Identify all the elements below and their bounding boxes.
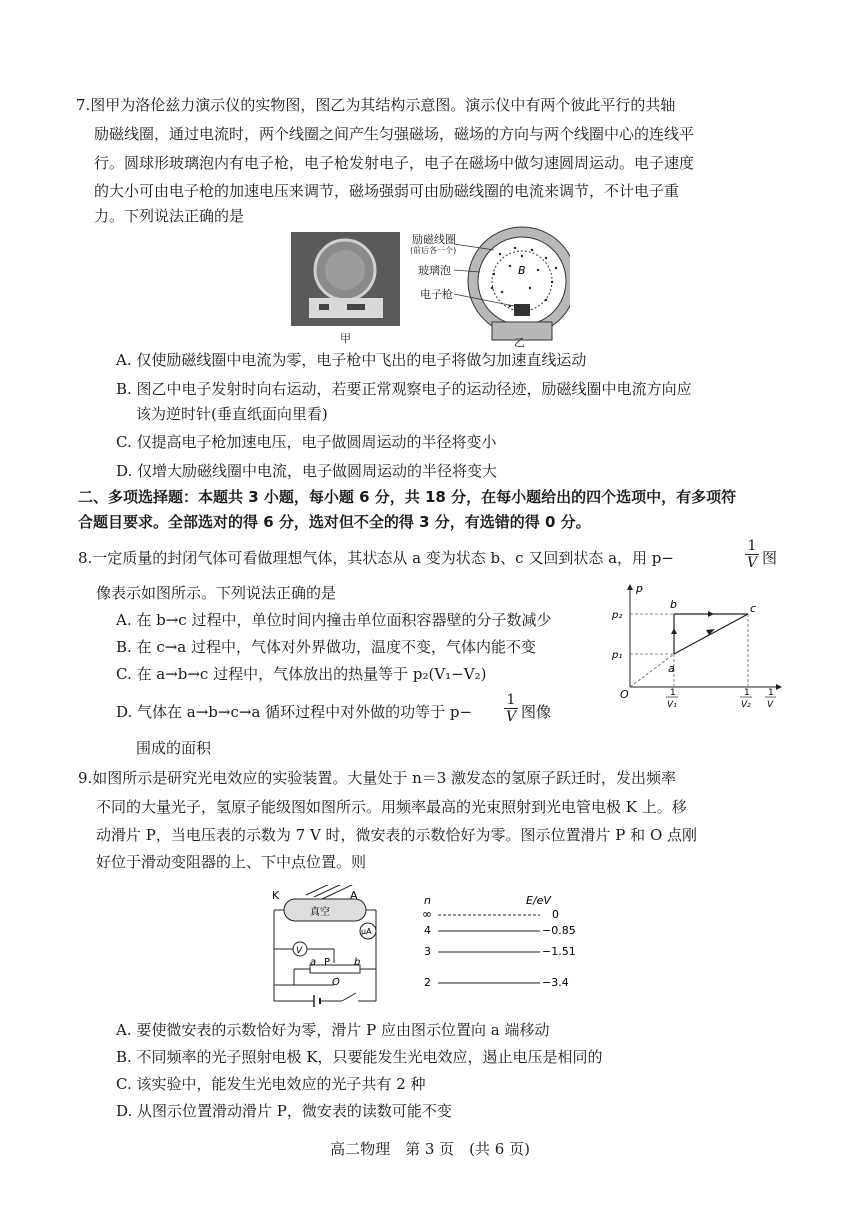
q9-option-c: C. 该实验中，能发生光电效应的光子共有 2 种 [116, 1075, 426, 1093]
q8-line-1: 8.一定质量的封闭气体可看做理想气体，其状态从 a 变为状态 b、c 又回到状态 a，用 p− [78, 549, 674, 567]
q7-line-3: 行。圆球形玻璃泡内有电子枪，电子枪发射电子，电子在磁场中做匀速圆周运动。电子速度 [94, 154, 695, 172]
q9-line-3: 动滑片 P，当电压表的示数为 7 V 时，微安表的示数恰好为零。图示位置滑片 P 和 O 点刚 [96, 826, 698, 844]
circuit-a: a [310, 957, 317, 968]
q7-option-c: C. 仅提高电子枪加速电压，电子做圆周运动的半径将变小 [116, 433, 497, 451]
graph-point-a: a [668, 662, 675, 675]
q8-option-c: C. 在 a→b→c 过程中，气体放出的热量等于 p₂(V₁−V₂) [116, 665, 487, 683]
q8-option-d-fraction [504, 692, 518, 725]
q7-option-a: A. 仅使励磁线圈中电流为零，电子枪中飞出的电子将做匀加速直线运动 [116, 351, 587, 369]
label-bulb: 玻璃泡 [418, 264, 451, 277]
graph-point-b: b [670, 598, 677, 611]
q9-line-1: 9.如图所示是研究光电效应的实验装置。大量处于 n＝3 激发态的氢原子跃迁时，发出频率 [78, 769, 677, 787]
apparatus-photo-illustration [291, 232, 400, 326]
q9-line-2: 不同的大量光子，氢原子能级图如图所示。用频率最高的光束照射到光电管电极 K 上。移 [96, 798, 687, 816]
level-E-2: −3.4 [542, 976, 569, 989]
fig-yi-label: 乙 [514, 336, 525, 349]
graph-tick-1-a: 1 [670, 688, 676, 698]
levels-n-header: n [424, 894, 431, 907]
graph-axis-V: V [767, 700, 774, 710]
q9-line-4: 好位于滑动变阻器的上、下中点位置。则 [96, 853, 367, 871]
q8-graph [612, 582, 782, 712]
graph-axis-1: 1 [768, 688, 774, 698]
q7-line-5: 力。下列说法正确的是 [94, 207, 245, 225]
q9-option-b: B. 不同频率的光子照射电极 K，只要能发生光电效应，遏止电压是相同的 [116, 1048, 603, 1066]
graph-point-c: c [750, 602, 757, 615]
q8-line-2: 像表示如图所示。下列说法正确的是 [96, 584, 337, 602]
q8-frac-den: V [746, 555, 758, 571]
q7-option-b-cont: 该为逆时针(垂直纸面向里看) [136, 405, 328, 423]
q8-option-a: A. 在 b→c 过程中，单位时间内撞击单位面积容器壁的分子数减少 [116, 611, 552, 629]
q9-option-d: D. 从图示位置滑动滑片 P，微安表的读数可能不变 [116, 1102, 452, 1120]
q8-option-b: B. 在 c→a 过程中，气体对外界做功，温度不变，气体内能不变 [116, 638, 537, 656]
label-coil: 励磁线圈 [412, 233, 456, 246]
circuit-microammeter: μA [361, 927, 372, 936]
level-n-2: 2 [424, 976, 431, 989]
hydrogen-energy-level-diagram [420, 893, 590, 993]
q8-fraction [745, 538, 759, 571]
p-1v-graph [612, 582, 782, 712]
q8-option-d-frac-num: 1 [504, 692, 518, 709]
levels-E-header: E/eV [526, 894, 551, 907]
circuit-voltmeter: V [296, 946, 303, 956]
q7-line-4: 的大小可由电子枪的加速电压来调节，磁场强弱可由励磁线圈的电流来调节，不计电子重 [94, 182, 680, 200]
photoelectric-circuit [258, 885, 398, 1007]
level-n-4: 4 [424, 924, 431, 937]
label-gun: 电子枪 [420, 288, 453, 301]
q8-line-1-end: 图 [762, 549, 778, 567]
q8-option-d: D. 气体在 a→b→c→a 循环过程中对外做的功等于 p− [116, 703, 473, 721]
q7-option-b: B. 图乙中电子发射时向右运动，若要正常观察电子的运动径迹，励磁线圈中电流方向应 [116, 380, 692, 398]
q8-frac-num: 1 [745, 538, 759, 555]
level-n-inf: ∞ [422, 907, 432, 921]
q9-energy-levels [420, 893, 590, 993]
graph-tick-V1: V₁ [667, 700, 677, 710]
circuit-K: K [272, 889, 280, 902]
level-E-inf: 0 [552, 908, 559, 921]
q7-option-d: D. 仅增大励磁线圈中电流，电子做圆周运动的半径将变大 [116, 462, 498, 480]
graph-tick-V2: V₂ [741, 700, 751, 710]
graph-tick-1-b: 1 [744, 688, 750, 698]
graph-p1: p₁ [612, 650, 623, 661]
label-coil-note: (前后各一个) [410, 246, 457, 255]
circuit-b: b [354, 957, 361, 968]
field-B-label: B [518, 264, 526, 277]
level-E-4: −0.85 [542, 924, 576, 937]
circuit-vacuum: 真空 [310, 907, 330, 918]
fig-jia-label: 甲 [340, 332, 351, 345]
q7-line-1: 7.图甲为洛伦兹力演示仪的实物图，图乙为其结构示意图。演示仪中有两个彼此平行的共轴 [76, 96, 676, 114]
section-2-line-2: 合题目要求。全部选对的得 6 分，选对但不全的得 3 分，有选错的得 0 分。 [78, 513, 591, 531]
section-2-line-1: 二、多项选择题：本题共 3 小题，每小题 6 分，共 18 分，在每小题给出的四个选项中，有多项符 [78, 488, 737, 506]
graph-axis-p: p [636, 582, 643, 595]
circuit-A: A [350, 889, 358, 902]
page-footer: 高二物理 第 3 页 (共 6 页) [330, 1140, 530, 1158]
graph-p2: p₂ [612, 610, 623, 621]
q7-photo-jia [291, 232, 400, 326]
q8-option-d-end: 图像 [521, 703, 552, 721]
q9-option-a: A. 要使微安表的示数恰好为零，滑片 P 应由图示位置向 a 端移动 [116, 1021, 550, 1039]
q8-option-d-cont: 围成的面积 [136, 739, 212, 757]
q8-option-d-frac-den: V [505, 709, 517, 725]
q9-circuit [258, 885, 398, 1007]
level-E-3: −1.51 [542, 945, 576, 958]
circuit-P: P [324, 957, 331, 968]
graph-origin: O [620, 688, 629, 701]
circuit-O: O [332, 977, 340, 988]
q7-line-2: 励磁线圈，通过电流时，两个线圈之间产生匀强磁场，磁场的方向与两个线圈中心的连线平 [94, 125, 695, 143]
level-n-3: 3 [424, 945, 431, 958]
